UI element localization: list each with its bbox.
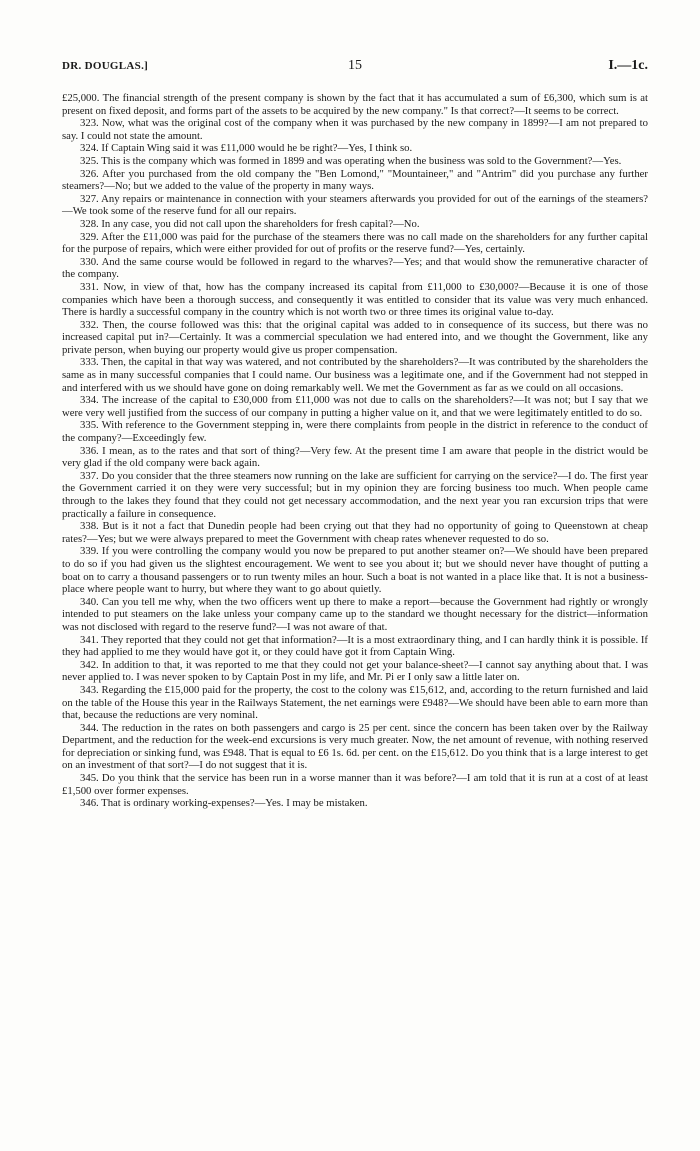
evidence-text bbox=[62, 92, 648, 810]
question-paragraph: 325. This is the company which was formed in 1899 and was operating when the business was sold to the Government?—Yes. bbox=[80, 154, 622, 167]
question-paragraph: 340. Can you tell me why, when the two officers went up there to make a report—because the Government had rightly or wrongly intended to put steamers on the lake unless your company came up to the standard we thought necessary for the district—information was not disclosed with regard to the reserve fund?—I was not aware of that. bbox=[62, 595, 648, 633]
continued-paragraph: £25,000. The financial strength of the present company is shown by the fact that it has accumulated a sum of £6,300, which sum is at present on fixed deposit, and forms part of the assets to be acquired by the new company." Is that correct?—It seems to be correct. bbox=[62, 92, 648, 117]
question-paragraph: 335. With reference to the Government stepping in, were there complaints from people in the district in reference to the conduct of the company?—Exceedingly few. bbox=[62, 419, 648, 445]
question-paragraph: 342. In addition to that, it was reported to me that they could not get your balance-sheet?—I cannot say anything about that. I was never applied to. I was never spoken to by Captain Post in my life, and Mr. Pi er I only saw a little later on. bbox=[62, 658, 648, 684]
page-header bbox=[62, 60, 648, 78]
question-paragraph: 341. They reported that they could not get that information?—It is a most extraordinary thing, and I can hardly think it is possible. If they had applied to me they would have got it, or they could have got it from Captain Wing. bbox=[62, 633, 648, 659]
question-paragraph: 345. Do you think that the service has been run in a worse manner than it was before?—I am told that it is run at a cost of at least £1,500 over former expenses. bbox=[62, 772, 648, 797]
question-paragraph: 339. If you were controlling the company would you now be prepared to put another steamer on?—We should have been prepared to do so if you had given us the slightest encouragement. We went to see you about it; but we should never have thought of putting a boat on to carry a thousand passengers or to run twenty miles an hour. Such a boat is not wanted in a place like that. It is not a business-place where people want to hurry, but where they want to go about quietly. bbox=[62, 545, 648, 596]
question-paragraph: 329. After the £11,000 was paid for the purchase of the steamers there was no call made on the shareholders for any further capital for the purpose of repairs, which were either provided for out of profits or the reserve fund?—Yes, certainly. bbox=[62, 230, 648, 256]
question-paragraph: 344. The reduction in the rates on both passengers and cargo is 25 per cent. since the concern has been taken over by the Railway Department, and the reduction for the week-end excursions is very much greater. Now, the net amount of revenue, with nothing reserved for depreciation or sinking fund, was £948. That is equal to £6 1s. 6d. per cent. on the £15,612. Do you think that is a large interest to get on an investment of that sort?—I do not suggest that it is. bbox=[62, 721, 648, 772]
question-paragraph: 338. But is it not a fact that Dunedin people had been crying out that they had no opportunity of going to Queenstown at cheap rates?—Yes; but we were always prepared to meet the Government with cheap rates whenever requested to do so. bbox=[62, 520, 648, 545]
question-paragraph: 326. After you purchased from the old company the "Ben Lomond," "Mountaineer," and "Antrim" did you purchase any further steamers?—No; but we added to the value of the property in many ways. bbox=[62, 167, 648, 193]
question-paragraph: 324. If Captain Wing said it was £11,000 would he be right?—Yes, I think so. bbox=[80, 142, 413, 155]
header-paper-code: I.—1c. bbox=[608, 58, 648, 73]
question-paragraph: 330. And the same course would be followed in regard to the wharves?—Yes; and that would show the remunerative character of the company. bbox=[62, 255, 648, 281]
question-paragraph: 323. Now, what was the original cost of the company when it was purchased by the new company in 1899?—I am not prepared to say. I could not state the amount. bbox=[62, 117, 648, 142]
question-paragraph: 327. Any repairs or maintenance in connection with your steamers afterwards you provided for out of the earnings of the steamers?—We took some of the reserve fund for all our repairs. bbox=[62, 192, 648, 218]
question-paragraph: 346. That is ordinary working-expenses?—Yes. I may be mistaken. bbox=[80, 797, 368, 810]
page-number: 15 bbox=[348, 58, 362, 73]
question-paragraph: 331. Now, in view of that, how has the company increased its capital from £11,000 to £30,000?—Because it is one of those companies which have been a thorough success, and consequently it was entitled to consider that its value was very much enhanced. There is hardly a successful company in the country which is not worth two or three times its original value to-day. bbox=[62, 280, 648, 319]
question-paragraph: 332. Then, the course followed was this: that the original capital was added to in consequence of its success, but there was no increased capital put in?—Certainly. It was a commercial speculation we had entered into, and we thought the Government, like any private person, when buying our property would give us proper compensation. bbox=[62, 318, 648, 356]
question-paragraph: 343. Regarding the £15,000 paid for the property, the cost to the colony was £15,612, and, according to the return furnished and laid on the table of the House this year in the Railways Statement, the net earnings were £948?—We should have been able to earn more than that, because the reductions are very nominal. bbox=[62, 683, 648, 722]
question-paragraph: 337. Do you consider that the three steamers now running on the lake are sufficient for carrying on the service?—I do. The first year the Government carried it on they were very successful; but in my opinion they are forcing business too much. When people came through to the lakes they found that they could not get necessary accommodation, and the next year you ran excursion trips that were practically a failure in consequence. bbox=[62, 469, 648, 520]
question-paragraph: 333. Then, the capital in that way was watered, and not contributed by the shareholders?—It was contributed by the shareholders the same as in many successful companies that I could name. Our business was a legitimate one, and if the Government had not stepped in and interfered with us we should have gone on doing remarkably well. We met the Government as far as we could on all occasions. bbox=[62, 356, 648, 394]
question-paragraph: 328. In any case, you did not call upon the shareholders for fresh capital?—No. bbox=[80, 217, 420, 230]
question-paragraph: 336. I mean, as to the rates and that sort of thing?—Very few. At the present time I am aware that people in the district would be very glad if the old company were back again. bbox=[62, 444, 648, 470]
question-paragraph: 334. The increase of the capital to £30,000 from £11,000 was not due to calls on the shareholders?—It was not; but I say that we were very well justified from the success of our company in putting a higher value on it, and that we were legitimately entitled to do so. bbox=[62, 394, 648, 419]
header-witness-name: DR. DOUGLAS.] bbox=[62, 60, 149, 72]
